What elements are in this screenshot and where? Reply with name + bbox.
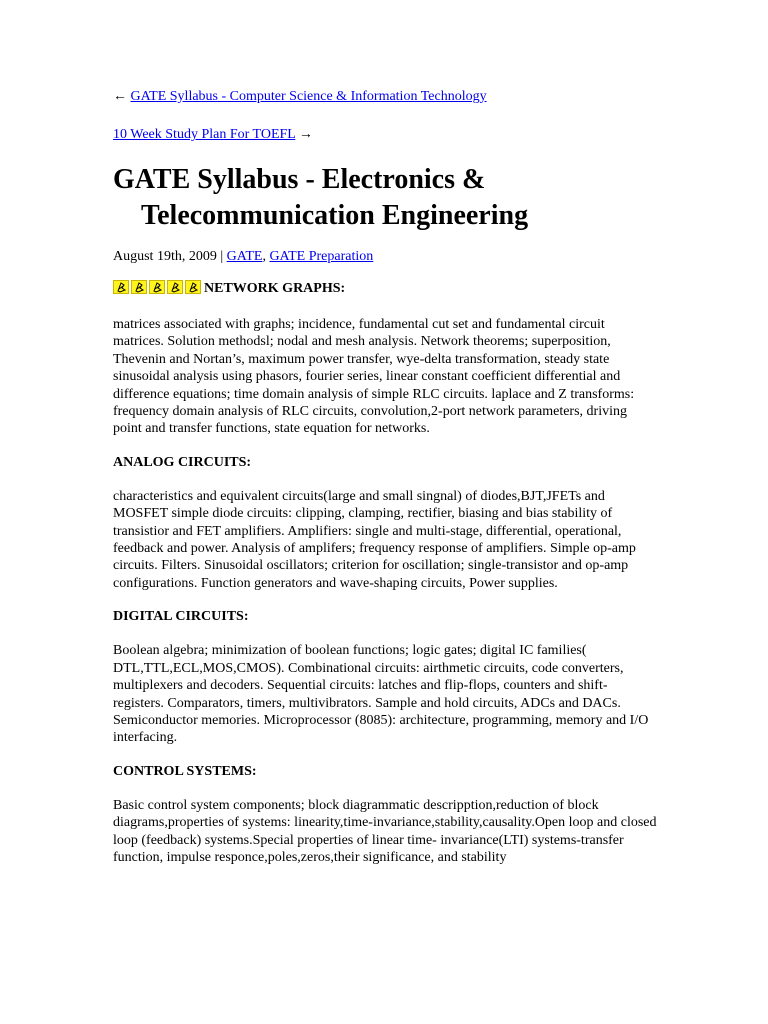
rating-star-icon[interactable] [167,280,183,294]
section-heading-control-systems: CONTROL SYSTEMS: [113,763,257,779]
previous-post-nav [113,88,658,106]
post-meta [113,248,658,266]
rating-star-icon[interactable] [149,280,165,294]
section-heading-text: NETWORK GRAPHS: [204,281,346,296]
category-link-gate[interactable]: GATE [226,249,263,264]
section-body-control-systems: Basic control system components; block diagrammatic descripption,reduction of block diagrams,properties of systems: linearity,time-invariance,stability,causality.Open loop and closed loop (feedback) systems.Special properties of linear time- invariance(LTI) systems-transfer function, impulse responce,poles,zeros,their significance, and stability [113,797,657,865]
meta-separator: | [216,249,227,264]
section-heading-network-graphs [113,280,658,300]
section-heading-digital-circuits: DIGITAL CIRCUITS: [113,609,249,625]
rating-star-icon[interactable] [185,280,201,294]
category-link-gate-preparation[interactable]: GATE Preparation [269,249,374,264]
post-title: GATE Syllabus - Electronics & Telecommunication Engineering [113,164,529,231]
previous-post-link[interactable]: GATE Syllabus - Computer Science & Information Technology [130,89,487,104]
next-post-nav [113,126,658,144]
right-arrow-icon: → [298,127,313,142]
category-separator: , [262,249,270,264]
left-arrow-icon: ← [113,89,127,104]
section-body-digital-circuits: Boolean algebra; minimization of boolean functions; logic gates; digital IC families( DTL,TTL,ECL,MOS,CMOS). Combinational circuits: airthmetic circuits, code converters, multiplexers and decoders. Sequential circuits: latches and flip-flops, counters and shift-registers. Comparators, timers, multivibrators. Sample and hold circuits, ADCs and DACs. Semiconductor memories. Microprocessor (8085): architecture, programming, memory and I/O interfacing. [113,643,649,746]
section-body-network-graphs: matrices associated with graphs; incidence, fundamental cut set and fundamental circuit matrices. Solution methodsl; nodal and mesh analysis. Network theorems; superposition, Thevenin and Nortan’s, maximum power transfer, wye-delta transformation, steady state sinusoidal analysis using phasors, fourier series, linear constant coefficient differential and difference equations; time domain analysis of simple RLC circuits. laplace and Z transforms: frequency domain analysis of RLC circuits, convolution,2-port network parameters, driving point and transfer functions, state equation for networks. [113,317,635,437]
section-heading-analog-circuits: ANALOG CIRCUITS: [113,454,252,470]
next-post-link[interactable]: 10 Week Study Plan For TOEFL [113,127,296,142]
rating-icons [113,280,203,300]
rating-star-icon[interactable] [131,280,147,294]
section-body-analog-circuits: characteristics and equivalent circuits(large and small singnal) of diodes,BJT,JFETs and MOSFET simple diode circuits: clipping, clamping, rectifier, biasing and bias stability of transistior and FET amplifiers. Amplifiers: single and multi-stage, differential, operational, feedback and power. Analysis of amplifers; frequency response of amplifiers. Simple op-amp circuits. Filters. Sinusoidal oscillators; criterion for oscillation; single-transistor and op-amp configurations. Function generators and wave-shaping circuits, Power supplies. [113,488,636,591]
rating-star-icon[interactable] [113,280,129,294]
post-content [113,88,658,866]
post-date: August 19th, 2009 [113,249,217,264]
